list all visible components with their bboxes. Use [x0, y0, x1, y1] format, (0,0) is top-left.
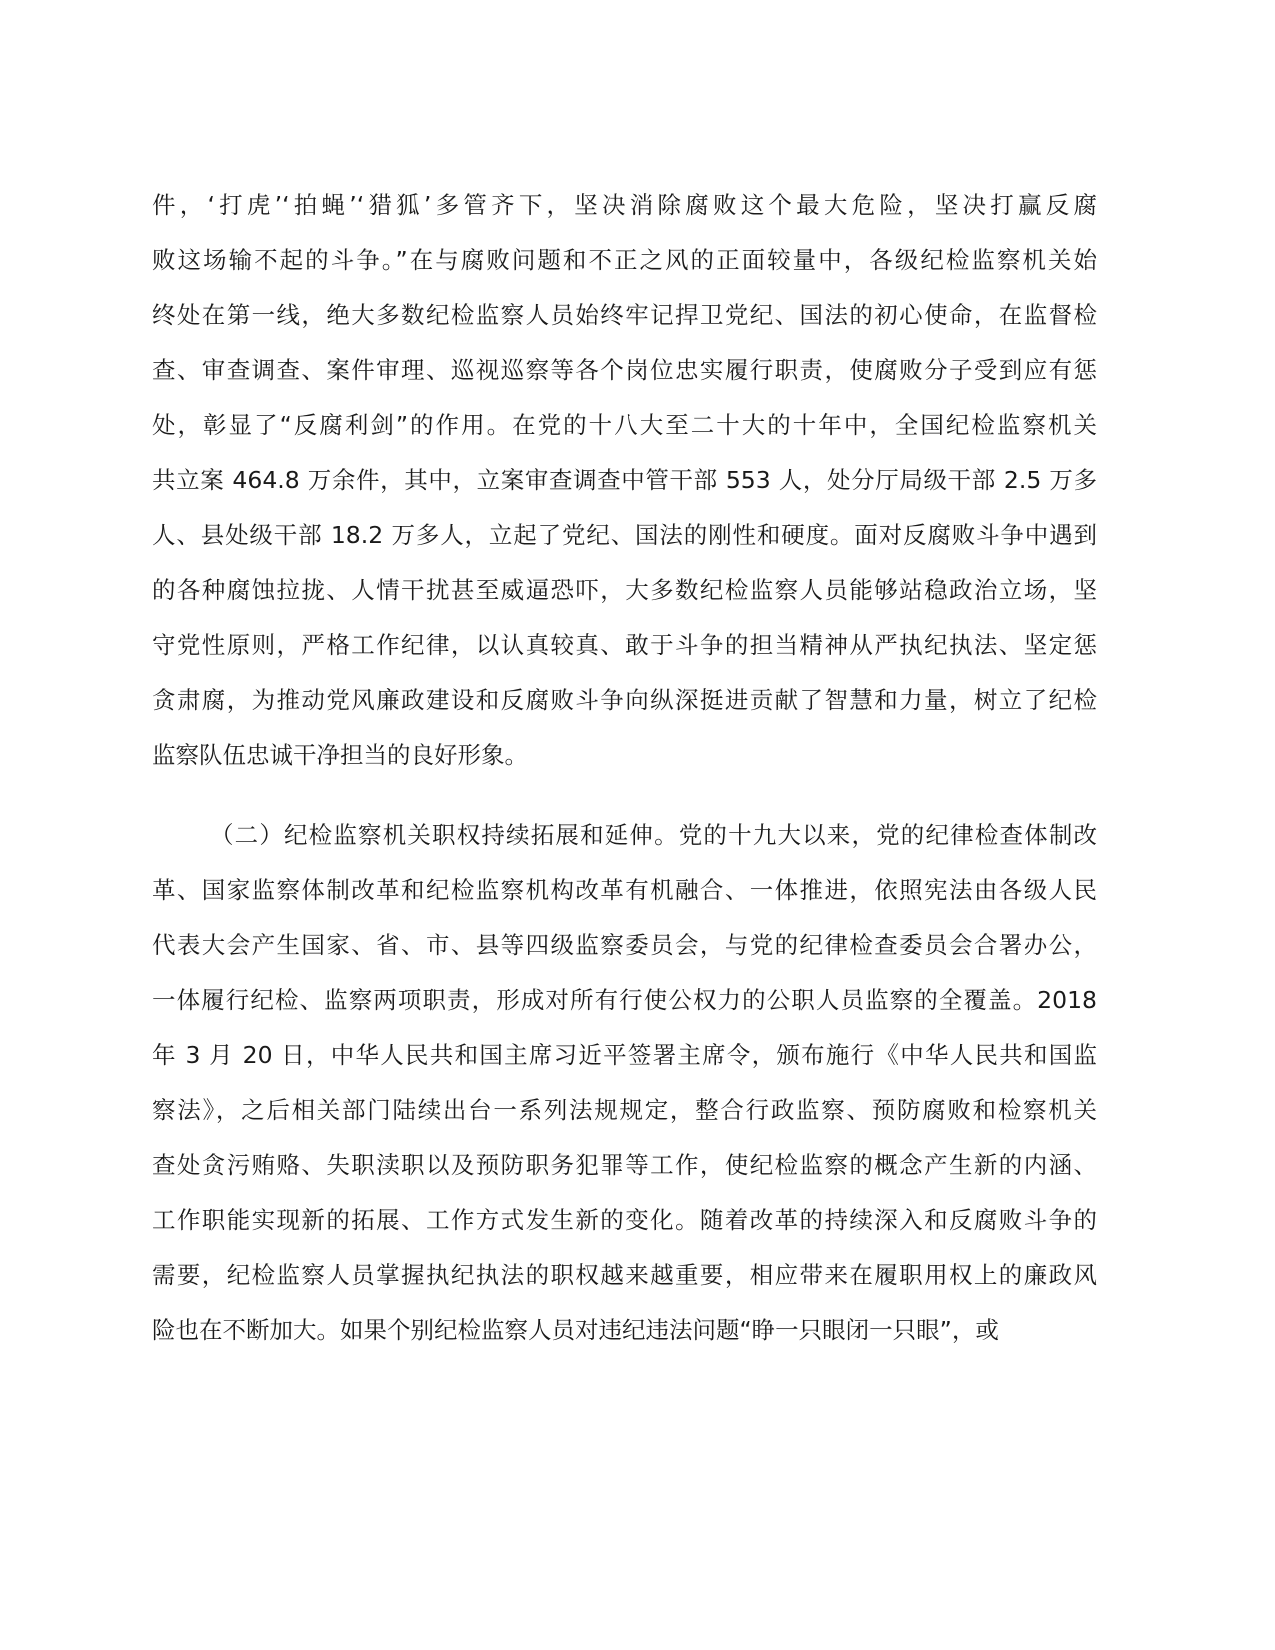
text-line: 察法》，之后相关部门陆续出台一系列法规规定，整合行政监察、预防腐败和检察机关	[152, 1096, 1097, 1124]
text-line: 查处贪污贿赂、失职渎职以及预防职务犯罪等工作，使纪检监察的概念产生新的内涵、	[152, 1151, 1097, 1179]
text-line: 工作职能实现新的拓展、工作方式发生新的变化。随着改革的持续深入和反腐败斗争的	[152, 1206, 1097, 1234]
text-line: 查、审查调查、案件审理、巡视巡察等各个岗位忠实履行职责，使腐败分子受到应有惩	[152, 356, 1097, 384]
text-line: 败这场输不起的斗争。”在与腐败问题和不正之风的正面较量中，各级纪检监察机关始	[152, 246, 1097, 274]
text-line: 险也在不断加大。如果个别纪检监察人员对违纪违法问题“睁一只眼闭一只眼”，或	[152, 1316, 999, 1344]
text-line: 人、县处级干部 18.2 万多人，立起了党纪、国法的刚性和硬度。面对反腐败斗争中遇到	[152, 521, 1097, 549]
text-line: 共立案 464.8 万余件，其中，立案审查调查中管干部 553 人，处分厅局级干部 2.5 万多	[152, 466, 1097, 494]
section-heading-line: （二）纪检监察机关职权持续拓展和延伸。党的十九大以来，党的纪律检查体制改	[210, 821, 1097, 849]
text-line: 的各种腐蚀拉拢、人情干扰甚至威逼恐吓，大多数纪检监察人员能够站稳政治立场，坚	[152, 576, 1097, 604]
text-line: 革、国家监察体制改革和纪检监察机构改革有机融合、一体推进，依照宪法由各级人民	[152, 876, 1097, 904]
text-line: 年 3 月 20 日，中华人民共和国主席习近平签署主席令，颁布施行《中华人民共和国监	[152, 1041, 1097, 1069]
text-line: 件，‘打虎’‘拍蝇’‘猎狐’多管齐下，坚决消除腐败这个最大危险，坚决打赢反腐	[152, 191, 1097, 219]
text-line: 贪肃腐，为推动党风廉政建设和反腐败斗争向纵深挺进贡献了智慧和力量，树立了纪检	[152, 686, 1097, 714]
text-line: 需要，纪检监察人员掌握执纪执法的职权越来越重要，相应带来在履职用权上的廉政风	[152, 1261, 1097, 1289]
text-line: 代表大会产生国家、省、市、县等四级监察委员会，与党的纪律检查委员会合署办公，	[152, 931, 1097, 959]
text-line: 终处在第一线，绝大多数纪检监察人员始终牢记捍卫党纪、国法的初心使命，在监督检	[152, 301, 1097, 329]
text-line: 守党性原则，严格工作纪律，以认真较真、敢于斗争的担当精神从严执纪执法、坚定惩	[152, 631, 1097, 659]
text-line: 监察队伍忠诚干净担当的良好形象。	[152, 741, 528, 769]
text-line: 处，彰显了“反腐利剑”的作用。在党的十八大至二十大的十年中，全国纪检监察机关	[152, 411, 1097, 439]
text-line: 一体履行纪检、监察两项职责，形成对所有行使公权力的公职人员监察的全覆盖。2018	[152, 986, 1097, 1014]
